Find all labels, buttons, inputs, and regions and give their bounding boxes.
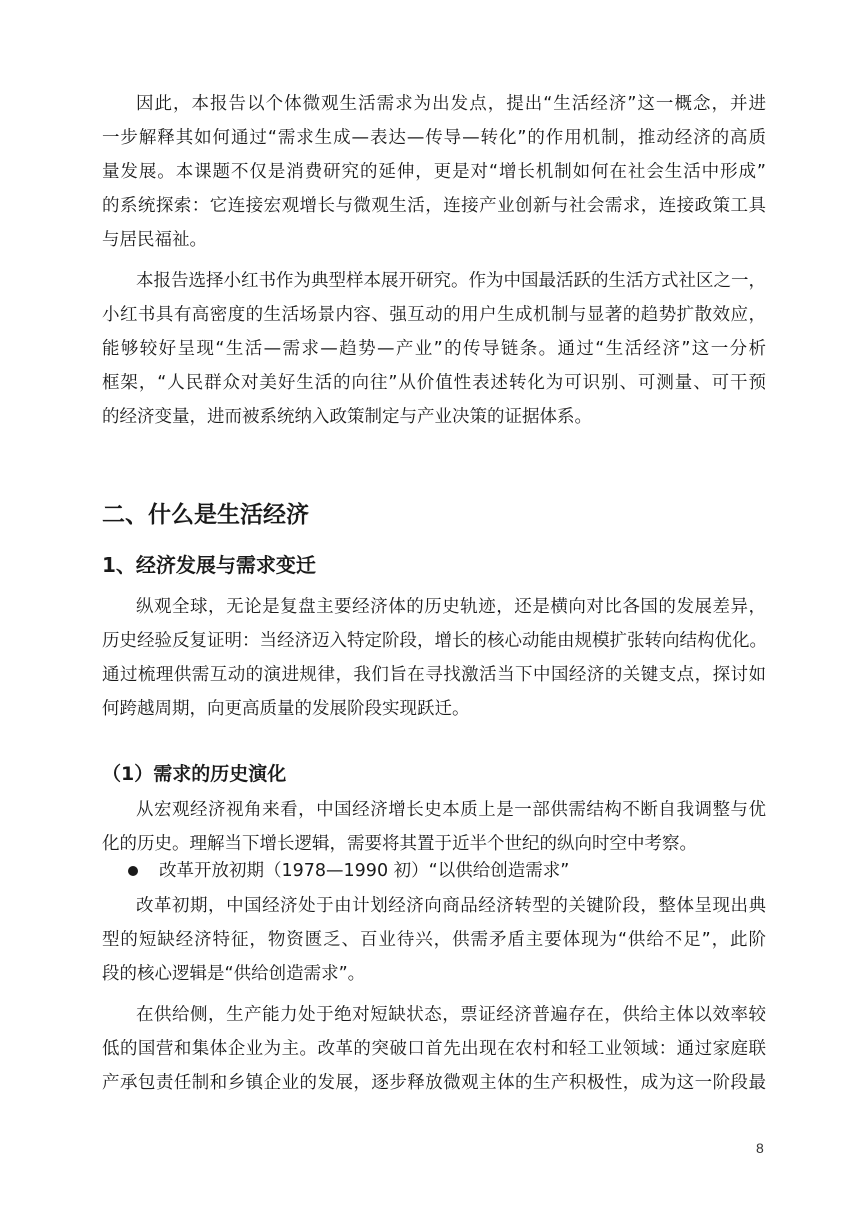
text-line: 改革初期，中国经济处于由计划经济向商品经济转型的关键阶段，整体呈现出典 xyxy=(136,896,766,916)
text-line: 段的核心逻辑是“供给创造需求”。 xyxy=(102,964,366,984)
text-line: 小红书具有高密度的生活场景内容、强互动的用户生成机制与显著的趋势扩散效应， xyxy=(102,305,766,325)
text-line: 低的国营和集体企业为主。改革的突破口首先出现在农村和轻工业领域：通过家庭联 xyxy=(102,1039,766,1059)
text-line: 因此，本报告以个体微观生活需求为出发点，提出“生活经济”这一概念，并进 xyxy=(136,94,766,114)
text-line: 的经济变量，进而被系统纳入政策制定与产业决策的证据体系。 xyxy=(102,407,592,427)
bullet-text: 改革开放初期（1978—1990 初）“以供给创造需求” xyxy=(159,861,570,881)
text-line: 何跨越周期，向更高质量的发展阶段实现跃迁。 xyxy=(102,699,470,719)
text-line: 的系统探索：它连接宏观增长与微观生活，连接产业创新与社会需求，连接政策工具 xyxy=(102,196,766,216)
text-line: 通过梳理供需互动的演进规律，我们旨在寻找激活当下中国经济的关键支点，探讨如 xyxy=(102,665,766,685)
text-line: 在供给侧，生产能力处于绝对短缺状态，票证经济普遍存在，供给主体以效率较 xyxy=(136,1005,766,1025)
text-line: 型的短缺经济特征，物资匮乏、百业待兴，供需矛盾主要体现为“供给不足”，此阶 xyxy=(102,930,766,950)
section-heading: 二、什么是生活经济 xyxy=(102,502,309,528)
text-line: 与居民福祉。 xyxy=(102,230,207,250)
text-line: 历史经验反复证明：当经济迈入特定阶段，增长的核心动能由规模扩张转向结构优化。 xyxy=(102,631,767,651)
subsubsection-heading: （1）需求的历史演化 xyxy=(102,763,287,785)
text-line: 产承包责任制和乡镇企业的发展，逐步释放微观主体的生产积极性，成为这一阶段最 xyxy=(102,1073,766,1093)
page-number: 8 xyxy=(756,1140,764,1156)
text-line: 能够较好呈现“生活—需求—趋势—产业”的传导链条。通过“生活经济”这一分析 xyxy=(102,339,766,359)
bullet-dot-icon xyxy=(128,866,138,876)
text-line: 纵观全球，无论是复盘主要经济体的历史轨迹，还是横向对比各国的发展差异， xyxy=(136,597,766,617)
text-line: 从宏观经济视角来看，中国经济增长史本质上是一部供需结构不断自我调整与优 xyxy=(136,800,766,820)
text-line: 化的历史。理解当下增长逻辑，需要将其置于近半个世纪的纵向时空中考察。 xyxy=(102,834,697,854)
text-line: 框架，“人民群众对美好生活的向往”从价值性表述转化为可识别、可测量、可干预 xyxy=(102,373,766,393)
text-line: 本报告选择小红书作为典型样本展开研究。作为中国最活跃的生活方式社区之一， xyxy=(136,271,766,291)
text-line: 量发展。本课题不仅是消费研究的延伸，更是对“增长机制如何在社会生活中形成” xyxy=(102,162,766,182)
text-line: 一步解释其如何通过“需求生成—表达—传导—转化”的作用机制，推动经济的高质 xyxy=(102,128,766,148)
subsection-heading: 1、经济发展与需求变迁 xyxy=(102,553,316,577)
